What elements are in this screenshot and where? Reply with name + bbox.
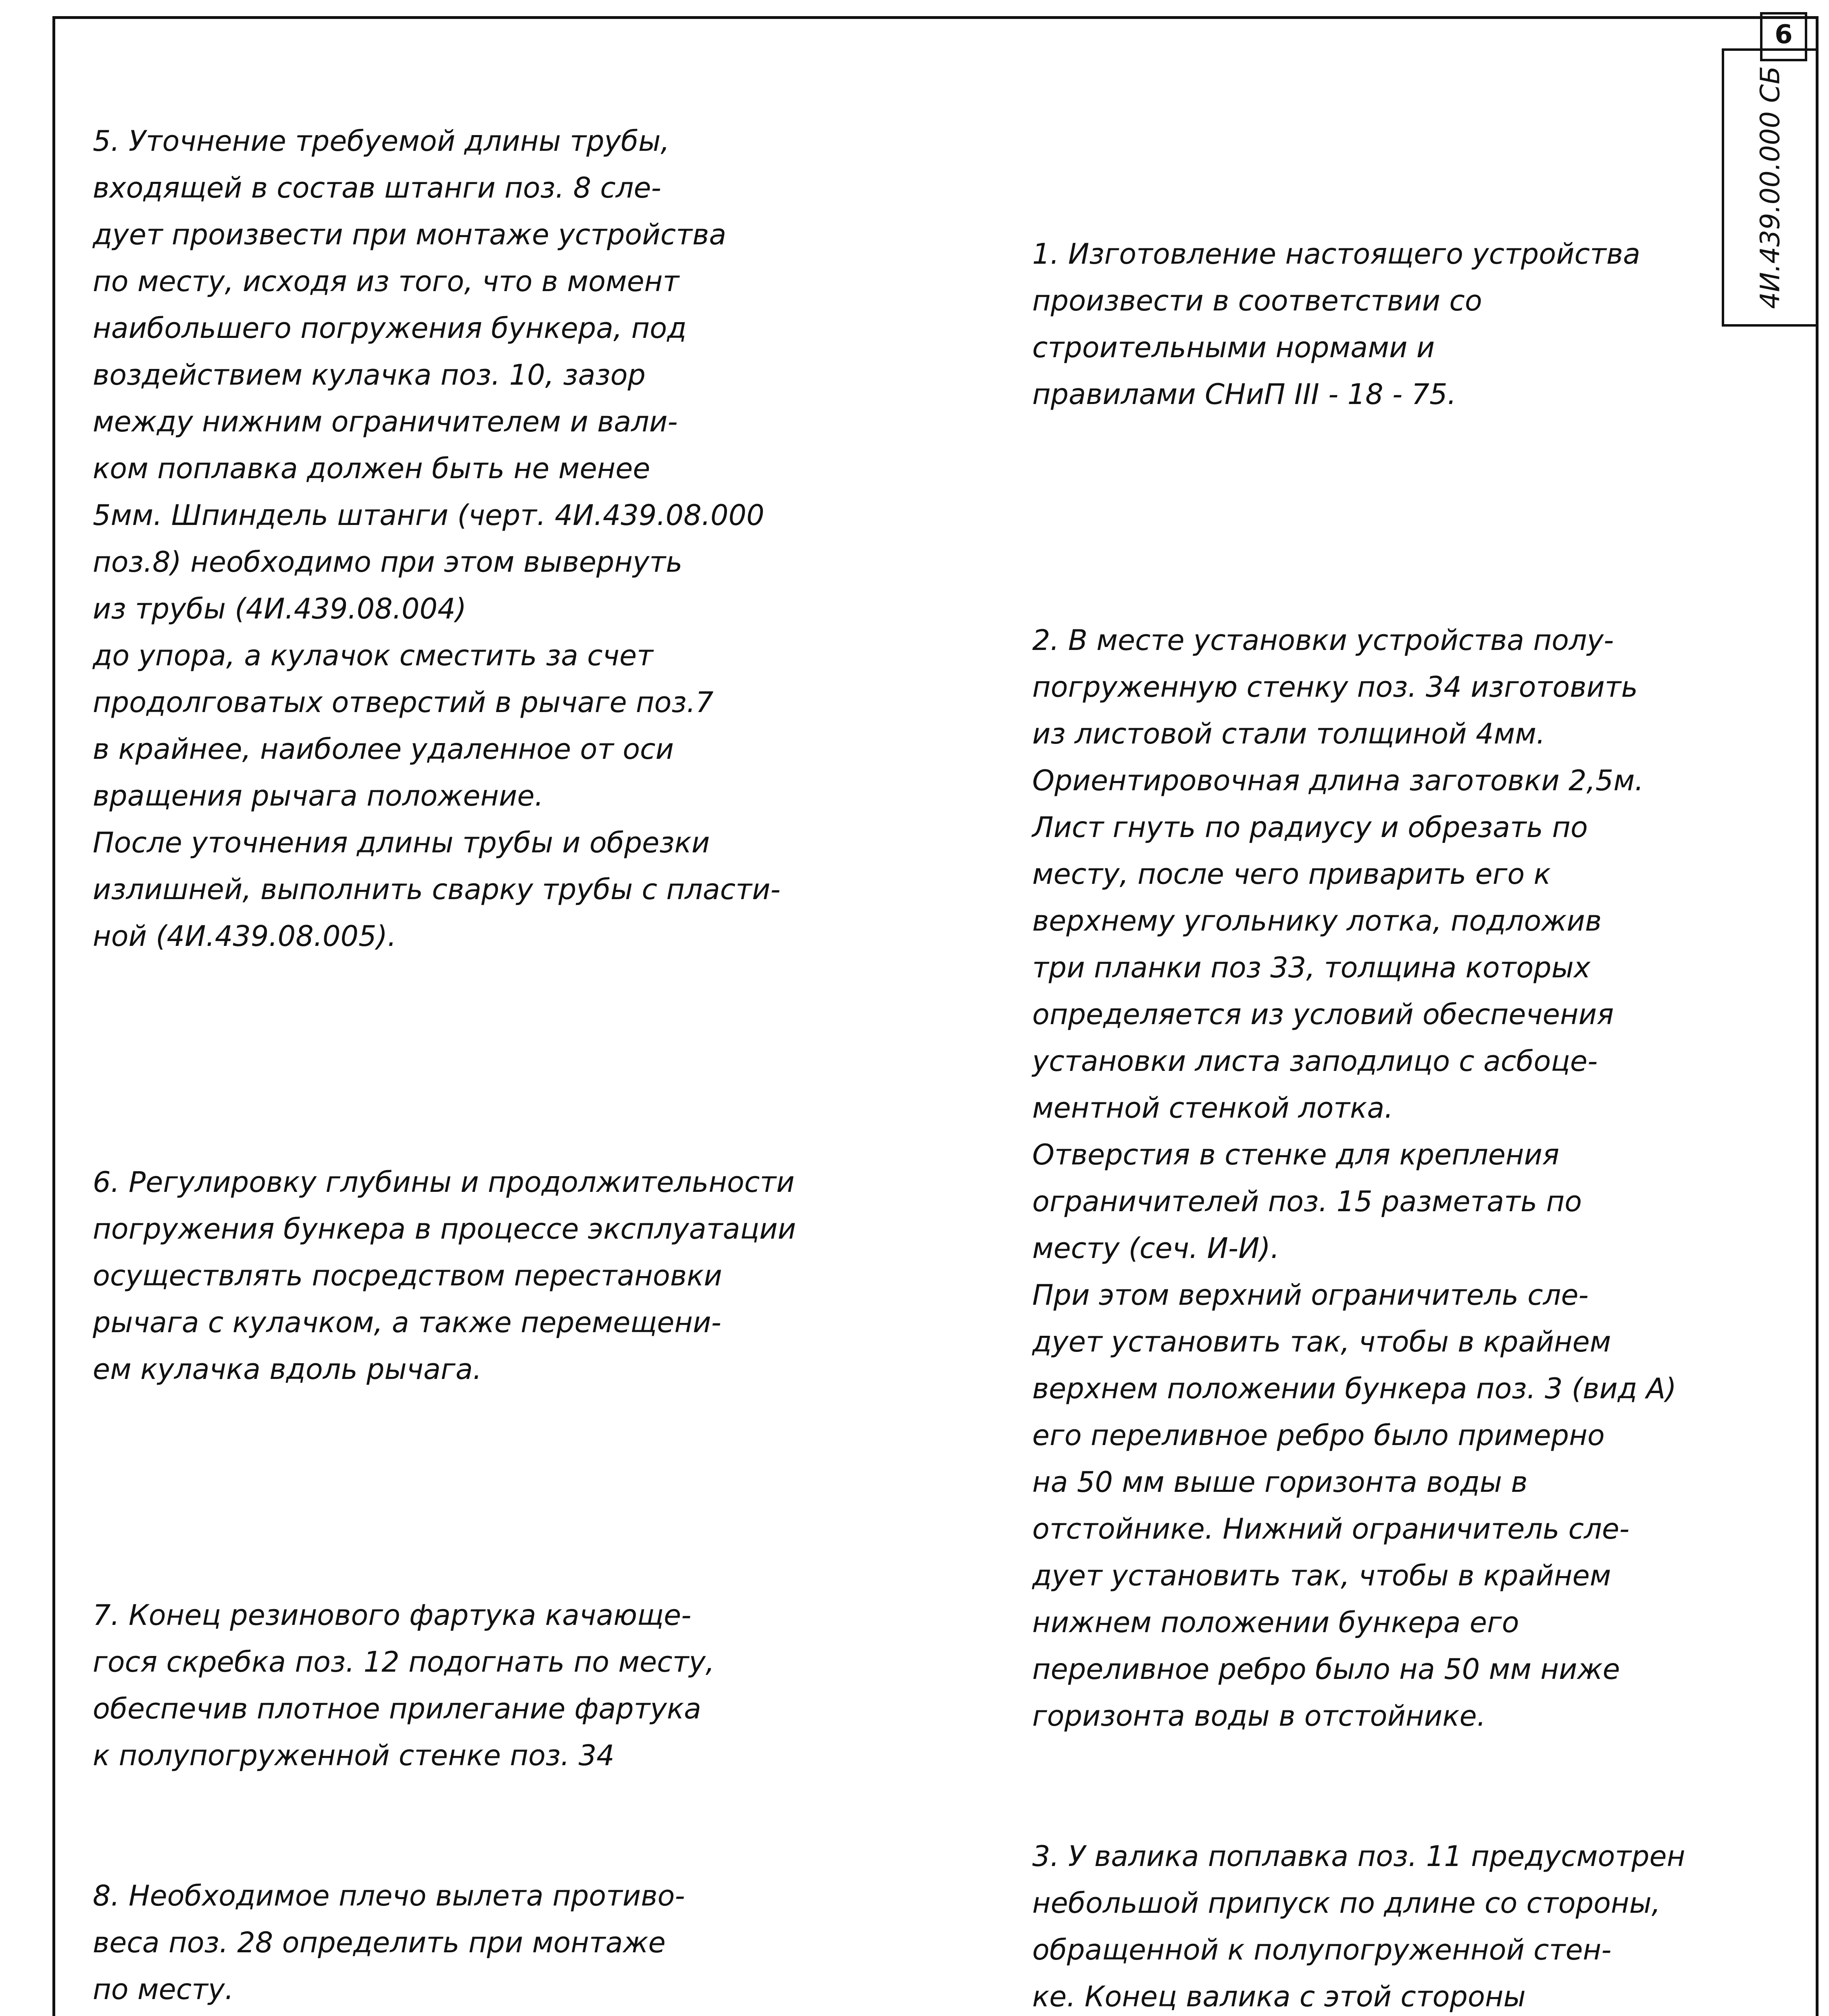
note-7: 7. Конец резинового фартука качающе- гося скребка поз. 12 подогнать по месту, обеспечив плотное прилегание фартука к полупогруженной стенке поз. 34 bbox=[93, 1599, 715, 1772]
sheet-number: 6 bbox=[1760, 12, 1807, 61]
left-notes-column bbox=[93, 24, 944, 2016]
note-5: 5. Уточнение требуемой длины трубы, входящей в состав штанги поз. 8 сле- дует произвести при монтаже устройства по месту, исходя из того, что в момент наибольшего погружения бункера, под воздействием кулачка поз. 10, зазор между нижним ограничителем и вали- ком поплавка должен быть не менее 5мм. Шпиндель штанги (черт. 4И.439.08.000 поз.8) необходимо при этом вывернуть из трубы (4И.439.08.004) до упора, а кулачок сместить за счет продолговатых отверстий в рычаге поз.7 в крайнее, наиболее удаленное от оси вращения рычага положение. После уточнения длины трубы и обрезки излишней, выполнить сварку трубы с пласти- ной (4И.439.08.005). bbox=[93, 125, 781, 953]
right-notes-column bbox=[1032, 137, 1766, 2016]
note-2: 2. В месте установки устройства полу- погруженную стенку поз. 34 изготовить из листовой стали толщиной 4мм. Ориентировочная длина заготовки 2,5м. Лист гнуть по радиусу и обрезать по месту, после чего приварить его к верхнему угольнику лотка, подложив три планки поз 33, толщина которых определяется из условий обеспечения установки листа заподлицо с асбоце- ментной стенкой лотка. Отверстия в стенке для крепления ограничителей поз. 15 разметать по месту (сеч. И-И). При этом верхний ограничитель сле- дует установить так, чтобы в крайнем верхнем положении бункера поз. 3 (вид А) его переливное ребро было примерно на 50 мм выше горизонта воды в отстойнике. Нижний ограничитель сле- дует установить так, чтобы в крайнем нижнем положении бункера его переливное ребро было на 50 мм ниже горизонта воды в отстойнике. bbox=[1032, 624, 1677, 1733]
note-3: 3. У валика поплавка поз. 11 предусмотрен небольшой припуск по длине со стороны, обращенной к полупогруженной стен- ке. Конец валика с этой стороны bbox=[1032, 1840, 1685, 2013]
note-6: 6. Регулировку глубины и продолжительности погружения бункера в процессе эксплуатации осуществлять посредством перестановки рычага с кулачком, а также перемещени- ем кулачка вдоль рычага. bbox=[93, 1166, 796, 1386]
note-1: 1. Изготовление настоящего устройства произвести в соответствии со строительными нормами и правилами СНиП III - 18 - 75. bbox=[1032, 237, 1641, 411]
note-8: 8. Необходимое плечо вылета противо- веса поз. 28 определить при монтаже по месту. bbox=[93, 1879, 685, 2006]
doc-code-vertical: 4И.439.00.000 СБ bbox=[1754, 66, 1786, 309]
